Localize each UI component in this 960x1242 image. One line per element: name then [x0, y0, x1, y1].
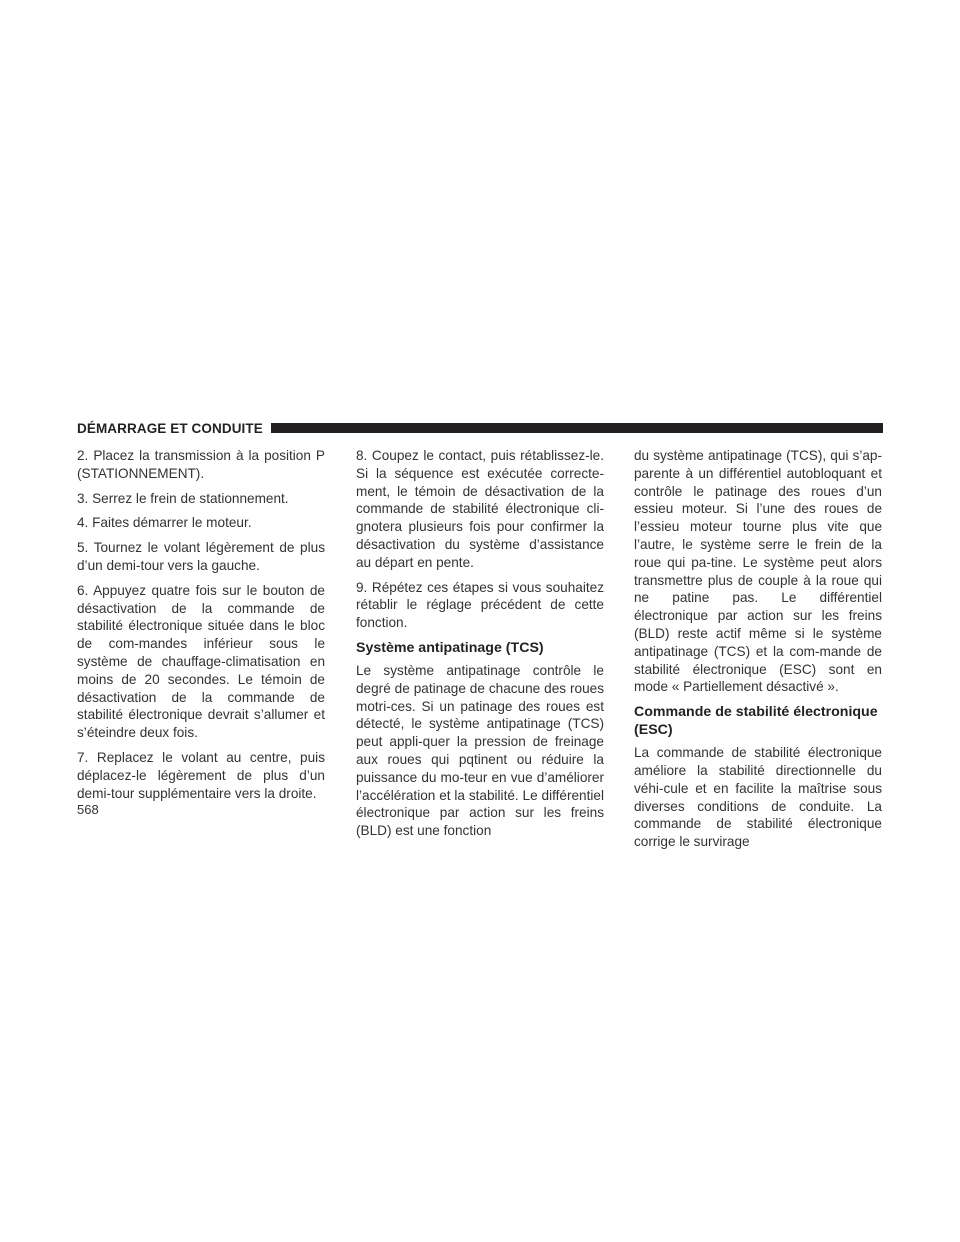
section-title: DÉMARRAGE ET CONDUITE	[77, 420, 263, 436]
paragraph: 3. Serrez le frein de stationnement.	[77, 490, 289, 506]
paragraph: 7. Replacez le volant au centre, puis déplacez-le légèrement de plus d’un demi-tour supplémentaire vers la droite.	[77, 749, 325, 801]
text-column-2	[356, 447, 604, 847]
paragraph: 5. Tournez le volant légèrement de plus d’un demi-tour vers la gauche.	[77, 540, 325, 573]
paragraph: 9. Répétez ces étapes si vous souhaitez rétablir le réglage précédent de cette fonction.	[356, 579, 604, 631]
text-column-3	[634, 447, 882, 858]
paragraph: du système antipatinage (TCS), qui s’ap-parente à un différentiel autobloquant et contrôle le patinage des roues d’un essieu moteur. Si l’une des roues de l’essieu moteur tourne plus vite que l’autre, le système serre le frein de la roue qui pa-tine. Le système peut alors transmettre plus de couple à la roue qui ne patine pas. Le différentiel électronique par action sur les freins (BLD) reste actif même si le système antipatinage (TCS) et la com-mande de stabilité électronique (ESC) sont en mode « Partiellement désactivé ».	[634, 448, 882, 695]
section-heading: Système antipatinage (TCS)	[356, 639, 544, 656]
text-column-1	[77, 447, 325, 809]
paragraph: La commande de stabilité électronique améliore la stabilité directionnelle du véhi-cule et en facilite la maîtrise sous diverses conditions de conduite. La commande de stabilité électronique corrige le survirage	[634, 745, 882, 850]
paragraph: Le système antipatinage contrôle le degré de patinage de chacune des roues motri-ces. Si un patinage des roues est détecté, le système antipatinage (TCS) peut appli-quer la pression de freinage aux roues qui pqtinent ou réduire la puissance du mo-teur en vue d’améliorer l’accélération et la stabilité. Le différentiel électronique par action sur les freins (BLD) est une fonction	[356, 662, 604, 839]
paragraph: 2. Placez la transmission à la position P (STATIONNEMENT).	[77, 448, 325, 481]
paragraph: 8. Coupez le contact, puis rétablissez-le. Si la séquence est exécutée correcte-ment, le témoin de désactivation de la commande de stabilité électronique cli-gnotera plusieurs fois pour confirmer la désactivation du système d’assistance au départ en pente.	[356, 448, 604, 570]
paragraph: 4. Faites démarrer le moteur.	[77, 515, 252, 531]
paragraph: 6. Appuyez quatre fois sur le bouton de désactivation de la commande de stabilité électronique située dans le bloc de com-mandes inférieur sous le système de chauffage-climatisation en moins de 20 secondes. Le témoin de désactivation de la commande de stabilité électronique devrait s’allumer et s’éteindre deux fois.	[77, 582, 325, 741]
page-number: 568	[77, 802, 99, 817]
section-header	[77, 418, 883, 438]
section-heading: Commande de stabilité électronique (ESC)	[634, 704, 878, 739]
header-rule	[271, 423, 883, 433]
